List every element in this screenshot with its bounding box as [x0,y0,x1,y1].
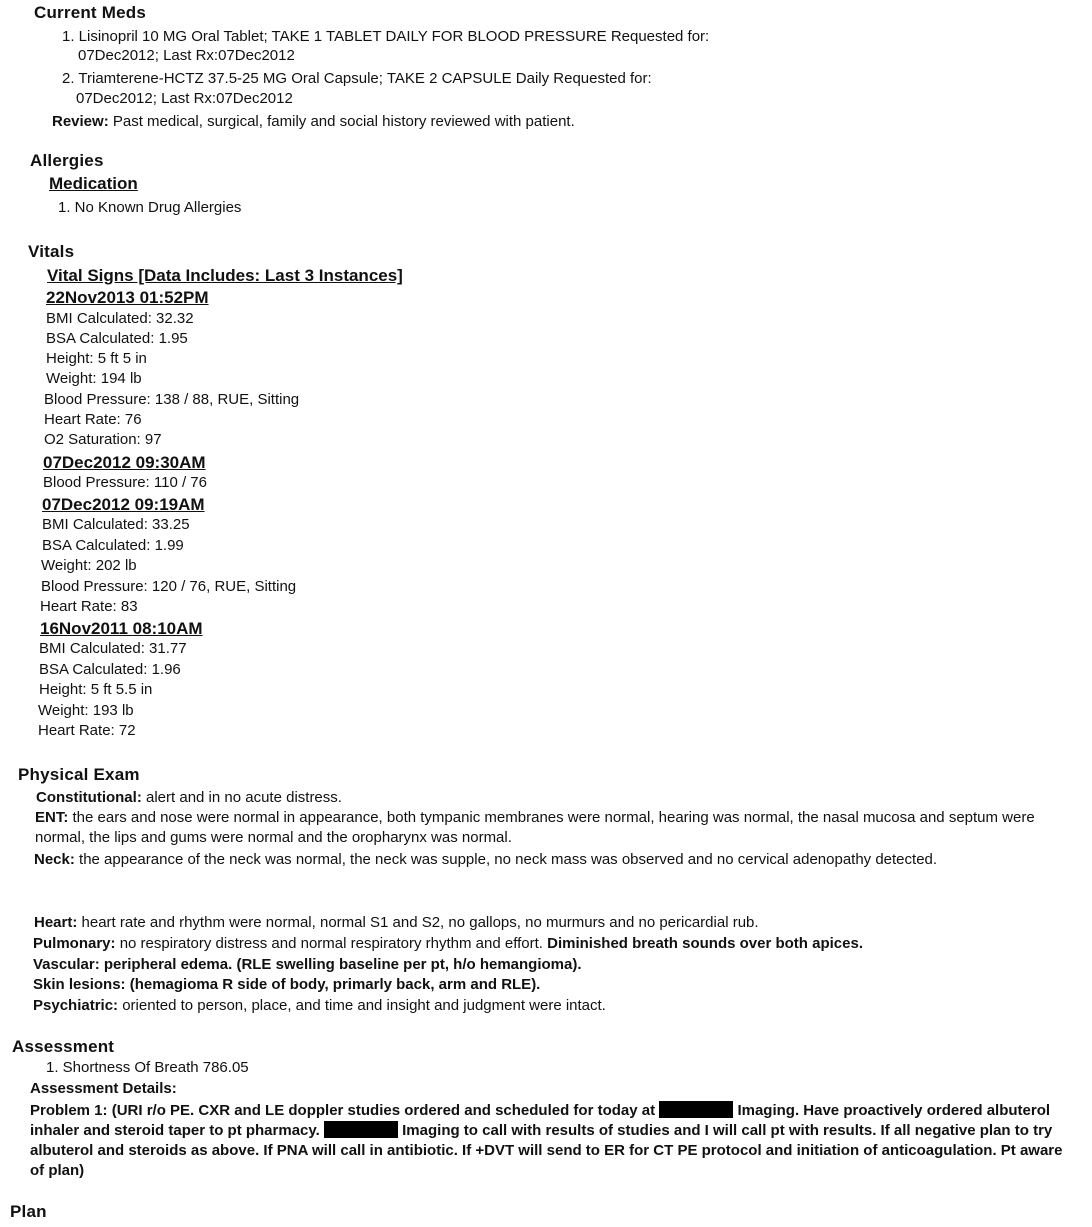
ent-label: ENT: [35,809,69,826]
vitals-heading: Vitals [28,242,75,261]
vital-row: Weight: 202 lb [41,557,137,574]
assessment-item-1: 1. Shortness Of Breath 786.05 [46,1059,249,1076]
vitals-date-3: 07Dec2012 09:19AM [42,495,205,514]
heart-label: Heart: [34,914,78,931]
vital-row: BMI Calculated: 32.32 [46,310,194,327]
exam-ent [35,808,1085,848]
exam-heart [34,914,759,931]
vital-row: Blood Pressure: 110 / 76 [43,474,207,491]
exam-pulmonary [33,935,863,952]
vital-row: Weight: 194 lb [46,370,142,387]
redaction-block [324,1121,398,1138]
exam-constitutional [36,789,342,806]
skin-text: (hemagioma R side of body, primarly back, arm and RLE). [129,976,541,993]
vital-signs-subheading: Vital Signs [Data Includes: Last 3 Instances] [47,266,403,285]
vital-row: BMI Calculated: 31.77 [39,640,187,657]
ent-text: the ears and nose were normal in appearance, both tympanic membranes were normal, hearing was normal, the nasal mucosa and septum were normal, the lips and gums were normal and the oropharynx was normal. [35,809,1035,846]
problem-label: Problem 1: [30,1102,108,1119]
vital-row: Blood Pressure: 138 / 88, RUE, Sitting [44,391,300,408]
med-item-1-line2: 07Dec2012; Last Rx:07Dec2012 [78,47,295,64]
vital-row: BMI Calculated: 33.25 [42,516,190,533]
heart-text: heart rate and rhythm were normal, normal S1 and S2, no gallops, no murmurs and no pericardial rub. [81,914,759,931]
vital-row: BSA Calculated: 1.95 [46,330,188,347]
vital-row: Heart Rate: 72 [38,722,136,739]
psych-text: oriented to person, place, and time and insight and judgment were intact. [122,997,606,1014]
vitals-date-4: 16Nov2011 08:10AM [40,619,203,638]
psych-label: Psychiatric: [33,997,119,1014]
constitutional-text: alert and in no acute distress. [146,789,342,806]
plan-heading: Plan [10,1202,47,1221]
exam-psychiatric [33,997,606,1014]
physical-exam-heading: Physical Exam [18,765,140,784]
vitals-date-2: 07Dec2012 09:30AM [43,453,206,472]
vascular-text: peripheral edema. (RLE swelling baseline per pt, h/o hemangioma). [103,956,582,973]
vital-row: Blood Pressure: 120 / 76, RUE, Sitting [41,578,297,595]
vital-row: BSA Calculated: 1.99 [42,537,184,554]
exam-neck [34,850,1044,870]
allergies-medication-subheading: Medication [49,174,138,193]
exam-skin-lesions [33,976,540,993]
review-text: Past medical, surgical, family and social history reviewed with patient. [112,113,575,130]
assessment-details-label: Assessment Details: [30,1080,177,1097]
neck-text: the appearance of the neck was normal, the neck was supple, no neck mass was observed and no cervical adenopathy detected. [79,851,938,868]
pulmonary-text: no respiratory distress and normal respiratory rhythm and effort. [119,935,543,952]
exam-vascular [33,956,582,973]
review-label: Review: [52,113,109,130]
assessment-heading: Assessment [12,1037,115,1056]
problem-text-part3: Imaging to call with results of studies and I will call pt with results. If all negative plan to try albuterol and steroids as above. If PNA will call in antibiotic. If +DVT will send to ER for CT PE protocol and initiation of anticoagulation. Pt aware of plan) [30,1122,1063,1179]
allergy-item-1: 1. No Known Drug Allergies [58,199,242,216]
pulmonary-label: Pulmonary: [33,935,116,952]
med-item-2-line2: 07Dec2012; Last Rx:07Dec2012 [76,90,293,107]
redaction-block [659,1101,733,1118]
constitutional-label: Constitutional: [36,789,142,806]
vascular-label: Vascular: [33,956,100,973]
pulmonary-bold-finding: Diminished breath sounds over both apices. [547,935,864,952]
problem-text-part1: (URI r/o PE. CXR and LE doppler studies ordered and scheduled for today at [111,1102,656,1119]
vitals-date-1: 22Nov2013 01:52PM [46,288,209,307]
neck-label: Neck: [34,851,75,868]
med-item-1-line1: 1. Lisinopril 10 MG Oral Tablet; TAKE 1 TABLET DAILY FOR BLOOD PRESSURE Requested for: [62,28,710,45]
review-line [52,113,575,130]
current-meds-heading: Current Meds [34,3,146,22]
vital-row: Height: 5 ft 5 in [46,350,147,367]
vital-row: Heart Rate: 83 [40,598,138,615]
vital-row: Height: 5 ft 5.5 in [39,681,153,698]
vital-row: Weight: 193 lb [38,702,134,719]
assessment-problem-1 [30,1101,1078,1181]
vital-row: BSA Calculated: 1.96 [39,661,181,678]
skin-label: Skin lesions: [33,976,126,993]
problem-text-part2: Imaging. Have proactively ordered albuterol inhaler and steroid taper to pt pharmacy. [30,1102,1051,1139]
allergies-heading: Allergies [30,151,104,170]
med-item-2-line1: 2. Triamterene-HCTZ 37.5-25 MG Oral Capsule; TAKE 2 CAPSULE Daily Requested for: [62,70,652,87]
vital-row: Heart Rate: 76 [44,411,142,428]
vital-row: O2 Saturation: 97 [44,431,162,448]
